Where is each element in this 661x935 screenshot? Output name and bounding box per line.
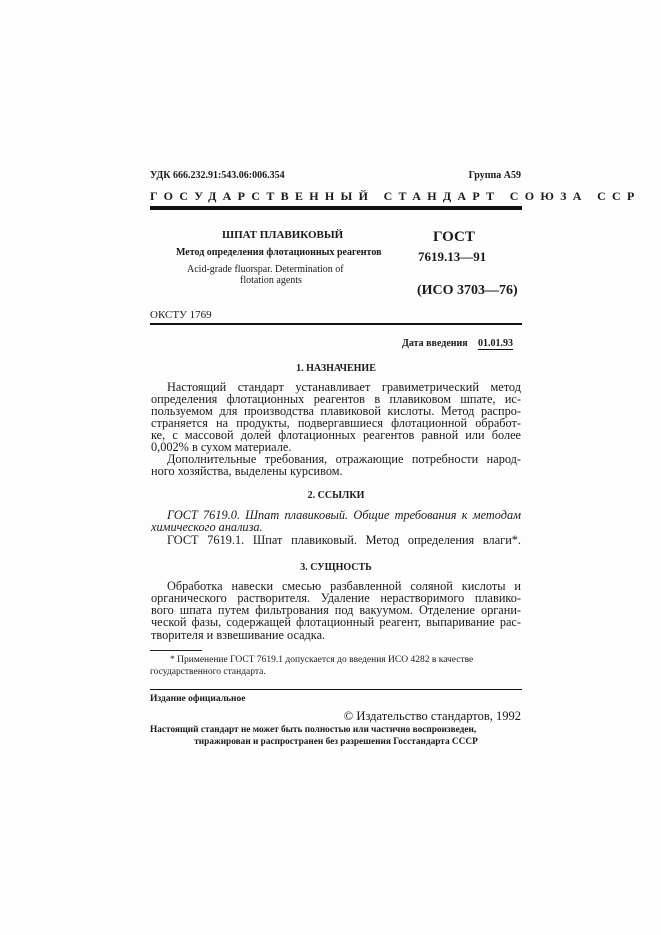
- doc-title: ШПАТ ПЛАВИКОВЫЙ: [222, 229, 344, 241]
- iso-number: (ИСО 3703—76): [417, 283, 518, 298]
- text-line: ке, с массовой долей флотационных реагентов равной или более: [151, 428, 521, 442]
- notice-line: тиражирован и распространен без разрешения Госстандарта СССР: [194, 737, 478, 747]
- footnote-line: государственного стандарта.: [150, 667, 266, 677]
- section-heading: 2. ССЫЛКИ: [307, 490, 365, 501]
- english-title-line: flotation agents: [240, 275, 302, 286]
- gost-number: 7619.13—91: [418, 249, 487, 264]
- text-line: Обработка навески смесью разбавленной соляной кислоты и: [167, 579, 521, 593]
- text-line: ного хозяйства, выделены курсивом.: [151, 464, 343, 478]
- footnote-line: * Применение ГОСТ 7619.1 допускается до введения ИСО 4282 в качестве: [170, 655, 474, 665]
- official-edition: Издание официальное: [150, 694, 246, 704]
- text-line: вого шпата путем фильтрования под вакуумом. Отделение органи-: [151, 603, 521, 617]
- text-line: определения флотационных реагентов в плавиковом шпате, ис-: [151, 392, 521, 406]
- text-line: химического анализа.: [151, 520, 263, 534]
- section-heading: 3. СУЩНОСТЬ: [300, 562, 372, 573]
- copyright: © Издательство стандартов, 1992: [343, 709, 521, 723]
- text-line: Дополнительные требования, отражающие потребности народ-: [167, 452, 521, 466]
- group-code: Группа А59: [468, 170, 521, 181]
- date-label: Дата введения: [402, 338, 468, 349]
- text-line: пользуемом для производства плавиковой кислоты. Метод распро-: [151, 404, 521, 418]
- text-line: творителя и взвешивание осадка.: [151, 628, 326, 642]
- text-line: ГОСТ 7619.1. Шпат плавиковый. Метод определения влаги*.: [167, 533, 521, 547]
- title-rule: [150, 323, 522, 325]
- english-title-line: Acid-grade fluorspar. Determination of: [187, 264, 344, 275]
- oksty-code: ОКСТУ 1769: [150, 309, 212, 321]
- text-line: ческой фазы, содержащей флотационный реагент, выпаривание рас-: [151, 615, 521, 629]
- udk-code: УДК 666.232.91:543.06:006.354: [150, 170, 285, 181]
- state-standard-heading: ГОСУДАРСТВЕННЫЙ СТАНДАРТ СОЮЗА ССР: [150, 189, 641, 203]
- text-line: Настоящий стандарт устанавливает гравиметрический метод: [167, 380, 521, 394]
- header-rule: [150, 206, 522, 210]
- notice-line: Настоящий стандарт не может быть полностью или частично воспроизведен,: [150, 725, 477, 735]
- text-line: органического растворителя. Удаление нерастворимого плавико-: [151, 591, 521, 605]
- text-line: ГОСТ 7619.0. Шпат плавиковый. Общие требования к методам: [167, 508, 521, 522]
- footnote-separator: [150, 650, 202, 651]
- text-line: 0,002% в сухом материале.: [151, 440, 292, 454]
- section-heading: 1. НАЗНАЧЕНИЕ: [296, 363, 376, 374]
- text-line: страняется на продукты, подвергавшиеся флотационной обработ-: [151, 416, 521, 430]
- date-value: 01.01.93: [478, 338, 513, 349]
- doc-subtitle: Метод определения флотационных реагентов: [176, 247, 382, 258]
- gost-label: ГОСТ: [433, 229, 475, 245]
- footer-rule: [150, 689, 522, 690]
